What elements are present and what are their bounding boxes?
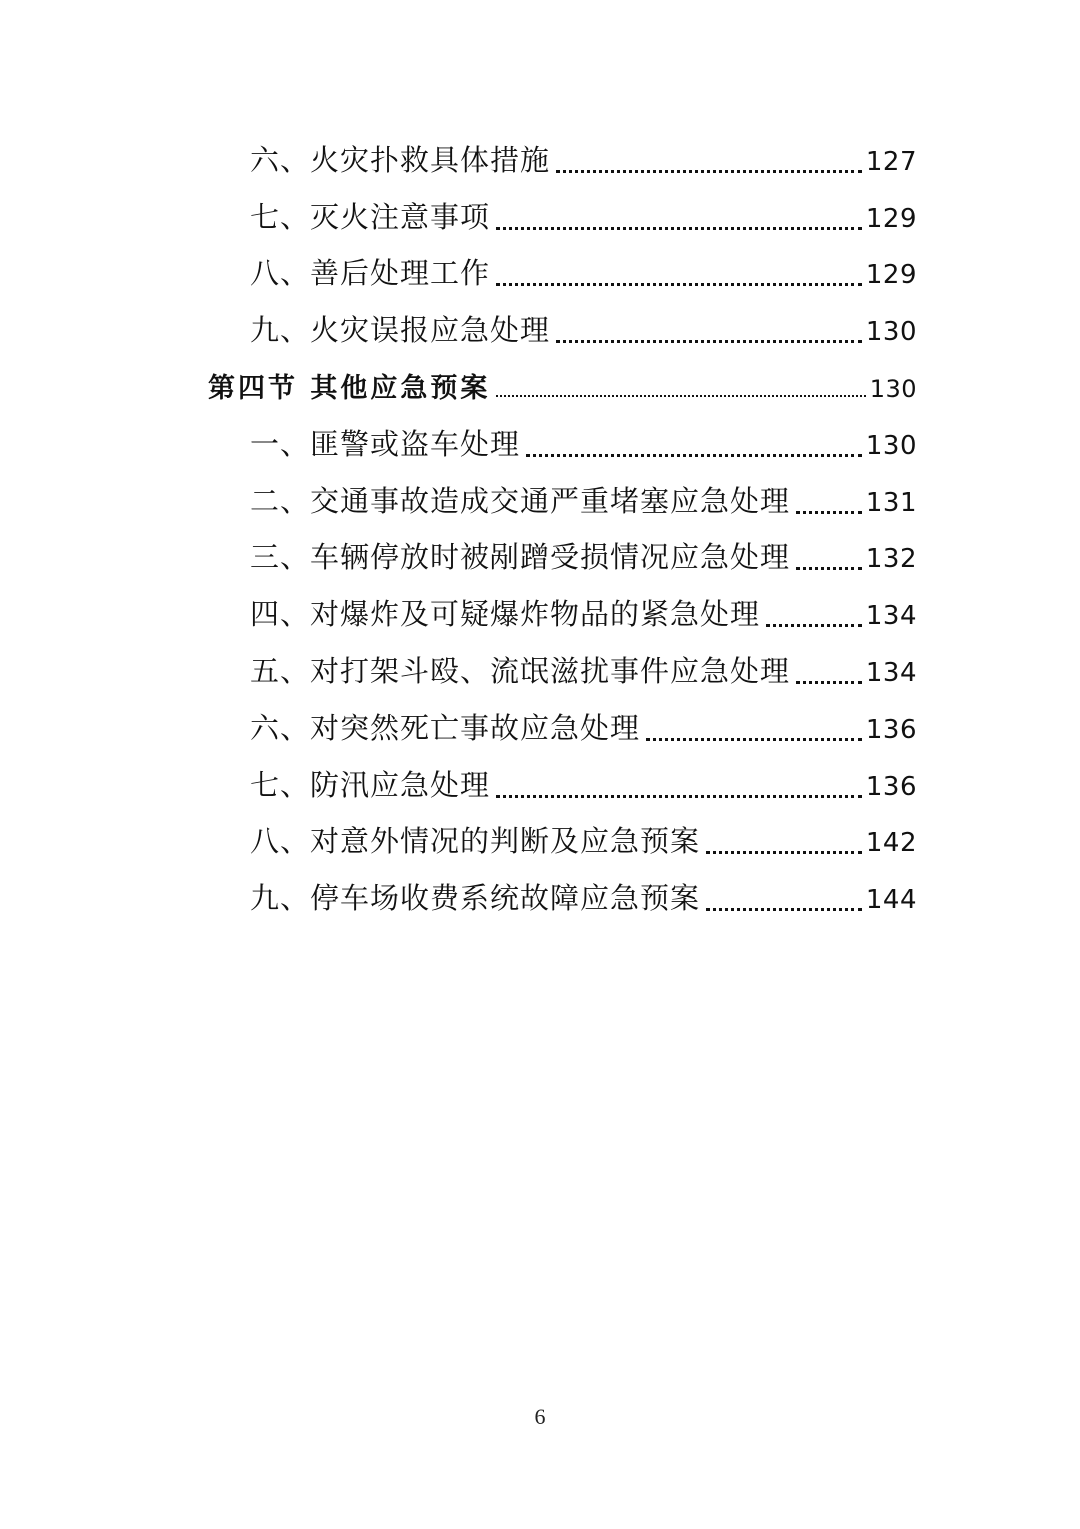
dot-leader xyxy=(496,395,865,397)
toc-entry[interactable] xyxy=(0,641,1080,698)
toc-entry-title: 二、交通事故造成交通严重堵塞应急处理 xyxy=(250,483,791,518)
toc-entry-page: 129 xyxy=(865,260,917,291)
toc-entry[interactable] xyxy=(0,414,1080,471)
toc-entry-page: 132 xyxy=(865,544,917,575)
toc-entry[interactable] xyxy=(0,244,1080,301)
toc-entry[interactable] xyxy=(0,868,1080,925)
toc-section-heading[interactable] xyxy=(0,357,1080,414)
toc-entry-title: 八、善后处理工作 xyxy=(250,256,491,291)
toc-entry-title: 一、匪警或盗车处理 xyxy=(250,426,521,461)
toc-entry-page: 127 xyxy=(865,146,917,177)
dot-leader xyxy=(706,908,862,911)
table-of-contents xyxy=(0,130,1080,925)
toc-entry-page: 131 xyxy=(865,487,917,518)
dot-leader xyxy=(766,624,862,627)
toc-entry-title: 四、对爆炸及可疑爆炸物品的紧急处理 xyxy=(250,597,761,632)
dot-leader xyxy=(496,795,862,798)
dot-leader xyxy=(796,681,862,684)
toc-section-page: 130 xyxy=(869,375,917,404)
toc-entry[interactable] xyxy=(0,812,1080,869)
toc-entry-title: 九、火灾误报应急处理 xyxy=(250,313,551,348)
toc-entry[interactable] xyxy=(0,300,1080,357)
toc-entry-page: 136 xyxy=(865,771,917,802)
dot-leader xyxy=(796,511,862,514)
toc-entry[interactable] xyxy=(0,471,1080,528)
dot-leader xyxy=(556,340,862,343)
toc-entry-title: 七、防汛应急处理 xyxy=(250,767,491,802)
dot-leader xyxy=(496,283,862,286)
toc-entry-title: 六、火灾扑救具体措施 xyxy=(250,142,551,177)
toc-entry-title: 八、对意外情况的判断及应急预案 xyxy=(250,824,701,859)
toc-entry[interactable] xyxy=(0,698,1080,755)
dot-leader xyxy=(556,170,862,173)
toc-entry[interactable] xyxy=(0,130,1080,187)
toc-entry-title: 五、对打架斗殴、流氓滋扰事件应急处理 xyxy=(250,654,791,689)
toc-entry-page: 129 xyxy=(865,203,917,234)
toc-section-title: 第四节 其他应急预案 xyxy=(208,373,491,405)
dot-leader xyxy=(646,738,862,741)
dot-leader xyxy=(706,851,862,854)
toc-entry-page: 130 xyxy=(865,317,917,348)
toc-entry-title: 九、停车场收费系统故障应急预案 xyxy=(250,881,701,916)
toc-entry-title: 六、对突然死亡事故应急处理 xyxy=(250,710,641,745)
toc-entry-page: 134 xyxy=(865,658,917,689)
dot-leader xyxy=(496,227,862,230)
toc-entry[interactable] xyxy=(0,584,1080,641)
toc-entry-page: 130 xyxy=(865,430,917,461)
toc-entry[interactable] xyxy=(0,528,1080,585)
toc-entry[interactable] xyxy=(0,755,1080,812)
toc-entry-page: 136 xyxy=(865,714,917,745)
page-number: 6 xyxy=(534,1404,546,1429)
dot-leader xyxy=(526,454,862,457)
toc-entry-page: 134 xyxy=(865,601,917,632)
toc-entry-title: 三、车辆停放时被剐蹭受损情况应急处理 xyxy=(250,540,791,575)
toc-entry-title: 七、灭火注意事项 xyxy=(250,199,491,234)
toc-entry-page: 142 xyxy=(865,828,917,859)
toc-entry[interactable] xyxy=(0,187,1080,244)
dot-leader xyxy=(796,567,862,570)
toc-entry-page: 144 xyxy=(865,885,917,916)
